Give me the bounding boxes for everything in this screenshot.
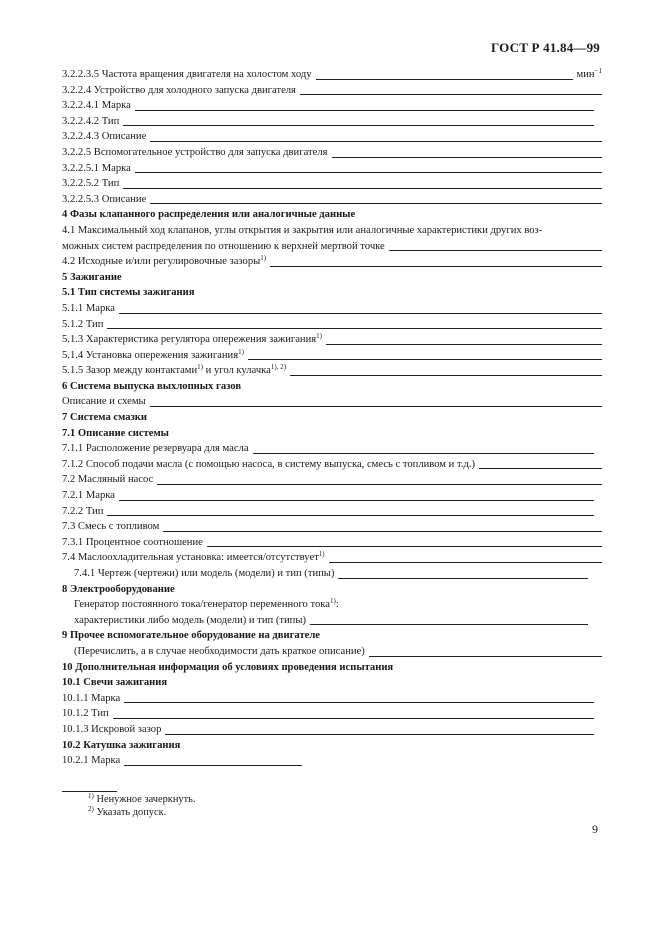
field-label: 3.2.2.4.1 Марка [62,100,131,112]
form-line [62,566,602,582]
unit-label: мин$^{-1}$ [576,67,602,80]
form-line [62,348,602,364]
blank-field[interactable] [124,702,594,703]
field-label: 3.2.2.5 Вспомогательное устройство для запуска двигателя [62,146,328,158]
field-label: 5.1.4 Установка опережения зажигания$^{1)}$ [62,347,244,361]
form-line [62,519,602,535]
blank-field[interactable] [329,562,602,563]
subsection-heading: 10.2 Катушка зажигания [62,739,181,751]
blank-field[interactable] [369,656,602,657]
field-label: 5.1.2 Тип [62,318,104,330]
form-line [62,239,602,255]
form-line [62,441,602,457]
field-label: 3.2.2.4.2 Тип [62,115,120,127]
form-line [62,317,602,333]
blank-field[interactable] [316,79,573,80]
field-label: 10.1.3 Искровой зазор [62,723,162,735]
field-label: 3.2.2.3.5 Частота вращения двигателя на холостом ходу [62,69,312,80]
section-heading: 6 Система выпуска выхлопных газов [62,380,242,392]
blank-field[interactable] [135,110,594,111]
blank-field[interactable] [253,453,594,454]
section-heading: 5 Зажигание [62,271,122,283]
field-label: 5.1.5 Зазор между контактами$^{1)}$ и угол кулачка$^{1), 2)}$ [62,363,287,377]
form-line [62,114,602,130]
form-line [62,753,602,769]
form-line [62,254,602,270]
field-label: 7.4.1 Чертеж (чертежи) или модель (модели) и тип (типы) [74,568,335,579]
form-line [62,691,602,707]
form-line [62,332,602,348]
blank-field[interactable] [300,94,602,95]
footnotes [88,794,195,819]
form-line [62,394,602,410]
form-line [62,129,602,145]
field-label: Генератор постоянного тока/генератор переменного тока$^{1)}$: [74,597,339,611]
form-line [62,613,602,629]
blank-field[interactable] [123,188,602,189]
field-label: 7.2.2 Тип [62,505,104,517]
section-heading: 4 Фазы клапанного распределения или аналогичные данные [62,209,356,221]
form-line [62,83,602,99]
document-header: ГОСТ Р 41.84—99 [491,40,600,55]
blank-field[interactable] [165,734,594,735]
form-line [62,161,602,177]
form-line [62,488,602,504]
form-line [62,223,602,239]
blank-field[interactable] [270,266,602,267]
form-line [62,67,602,83]
field-label: 7.3 Смесь с топливом [62,521,160,533]
form-line [62,597,602,613]
blank-field[interactable] [150,203,602,204]
blank-field[interactable] [207,546,602,547]
form-line [62,98,602,114]
page-number: 9 [592,822,598,836]
field-label: 10.2.1 Марка [62,755,121,767]
blank-field[interactable] [107,328,602,329]
paragraph-text: 4.1 Максимальный ход клапанов, углы открытия и закрытия или аналогичные характеристики других воз- [62,224,543,236]
form-line [62,457,602,473]
field-label: характеристики либо модель (модели) и тип (типы) [74,614,306,626]
section-heading: 9 Прочее вспомогательное оборудование на двигателе [62,630,321,642]
blank-field[interactable] [107,515,594,516]
form-line [62,644,602,660]
form-line [62,363,602,379]
blank-field[interactable] [157,484,602,485]
section-heading: 8 Электрооборудование [62,583,175,595]
blank-field[interactable] [150,406,602,407]
footnote: $^{1)}$ Ненужное зачеркнуть. [88,792,196,805]
blank-field[interactable] [248,359,602,360]
blank-field[interactable] [326,344,602,345]
field-label: 10.1.2 Тип [62,708,109,720]
blank-field[interactable] [163,531,602,532]
section-heading: 10 Дополнительная информация об условиях проведения испытания [62,661,394,673]
field-label: 5.1.1 Марка [62,302,115,314]
field-label: Описание и схемы [62,396,146,408]
paragraph-text: можных систем распределения по отношению к верхней мертвой точке [62,240,385,252]
footnote: $^{2)}$ Указать допуск. [88,804,167,818]
field-label: 7.1.1 Расположение резервуара для масла [62,443,249,455]
form-line [62,472,602,488]
field-label: 3.2.2.5.1 Марка [62,162,131,174]
blank-field[interactable] [290,375,602,376]
field-label: 3.2.2.4.3 Описание [62,131,147,143]
form-line [62,706,602,722]
blank-field[interactable] [338,578,588,579]
blank-field[interactable] [123,125,594,126]
form-line [62,176,602,192]
form-line [62,504,602,520]
field-label: 7.4 Маслоохладительная установка: имеется/отсутствует$^{1)}$ [62,550,325,564]
field-label: 10.1.1 Марка [62,692,121,704]
blank-field[interactable] [310,624,588,625]
blank-field[interactable] [332,157,603,158]
blank-field[interactable] [479,468,602,469]
field-label: 3.2.2.5.2 Тип [62,178,120,190]
blank-field[interactable] [150,141,602,142]
field-label: 3.2.2.5.3 Описание [62,193,147,205]
blank-field[interactable] [113,718,594,719]
form-content [62,67,602,769]
blank-field[interactable] [389,250,602,251]
subsection-heading: 5.1 Тип системы зажигания [62,287,195,299]
form-line [62,192,602,208]
form-line [62,550,602,566]
form-line [62,301,602,317]
subsection-heading: 10.1 Свечи зажигания [62,677,168,689]
subsection-heading: 7.1 Описание системы [62,427,169,439]
form-line [62,145,602,161]
blank-field[interactable] [124,765,302,766]
field-label: (Перечислить, а в случае необходимости дать краткое описание) [74,645,365,657]
form-line [62,722,602,738]
form-line [62,535,602,551]
field-label: 7.1.2 Способ подачи масла (с помощью насоса, в систему выпуска, смесь с топливом и т.д.) [62,458,476,470]
section-heading: 7 Система смазки [62,412,148,424]
field-label: 3.2.2.4 Устройство для холодного запуска двигателя [62,84,296,96]
blank-field[interactable] [135,172,602,173]
field-label: 4.2 Исходные и/или регулировочные зазоры$^{1)}$ [62,254,267,268]
field-label: 7.2.1 Марка [62,490,115,502]
field-label: 7.2 Масляный насос [62,474,154,486]
blank-field[interactable] [119,500,594,501]
field-label: 7.3.1 Процентное соотношение [62,536,203,548]
blank-field[interactable] [119,313,602,314]
field-label: 5.1.3 Характеристика регулятора опережения зажигания$^{1)}$ [62,332,322,346]
